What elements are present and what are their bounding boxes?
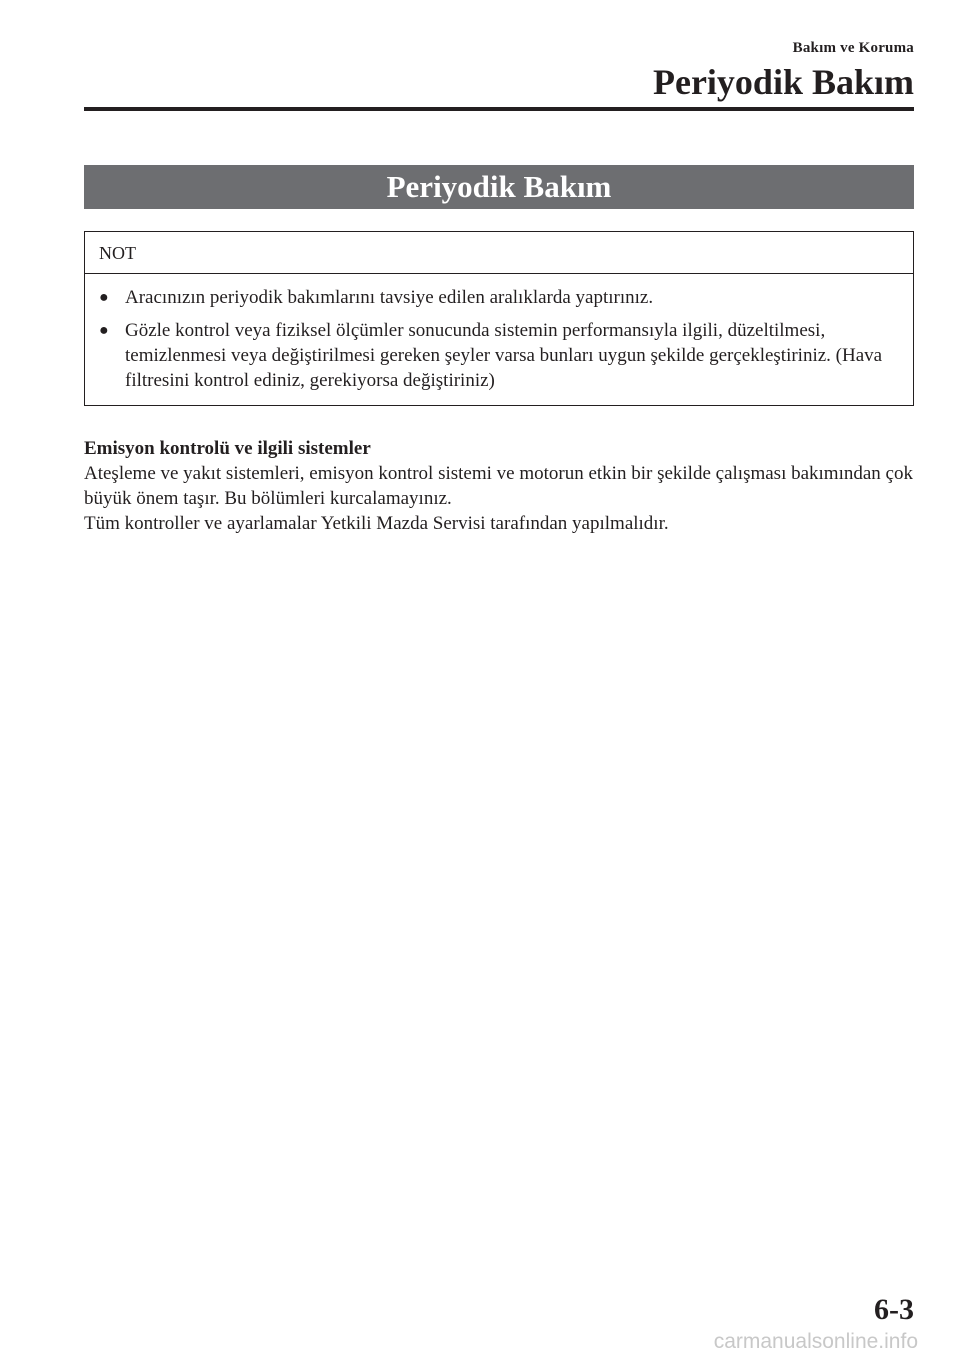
bullet-icon: ●: [99, 289, 109, 306]
note-item: [99, 285, 899, 310]
header-rule: [84, 107, 914, 111]
bullet-icon: ●: [99, 322, 109, 339]
note-item-text: Aracınızın periyodik bakımlarını tavsiye edilen aralıklarda yaptırınız.: [125, 287, 654, 308]
running-section-title: Bakım ve Koruma: [792, 40, 914, 56]
section-banner: Periyodik Bakım: [84, 165, 914, 209]
body-paragraph: Tüm kontroller ve ayarlamalar Yetkili Mazda Servisi tarafından yapılmalıdır.: [84, 513, 669, 534]
watermark: carmanualsonline.info: [713, 1330, 918, 1353]
note-item-text: Gözle kontrol veya fiziksel ölçümler sonucunda sistemin performansıyla ilgili, düzeltilmesi, temizlenmesi veya değiştirilmesi gereken şeyler varsa bunları uygun şekilde gerçekleştiriniz. (Hava filtresini kontrol ediniz, gerekiyorsa değiştiriniz): [125, 320, 883, 391]
main-text: [84, 436, 914, 536]
note-item: [99, 318, 899, 393]
running-page-title: Periyodik Bakım: [652, 62, 914, 102]
note-label: NOT: [85, 232, 913, 274]
running-header: [653, 38, 914, 104]
note-body: [85, 274, 913, 405]
subheading: Emisyon kontrolü ve ilgili sistemler: [84, 438, 371, 459]
note-box: [84, 231, 914, 406]
body-paragraph: Ateşleme ve yakıt sistemleri, emisyon kontrol sistemi ve motorun etkin bir şekilde çalışması bakımından çok büyük önem taşır. Bu bölümleri kurcalamayınız.: [84, 463, 913, 509]
page-number: 6-3: [874, 1293, 914, 1326]
